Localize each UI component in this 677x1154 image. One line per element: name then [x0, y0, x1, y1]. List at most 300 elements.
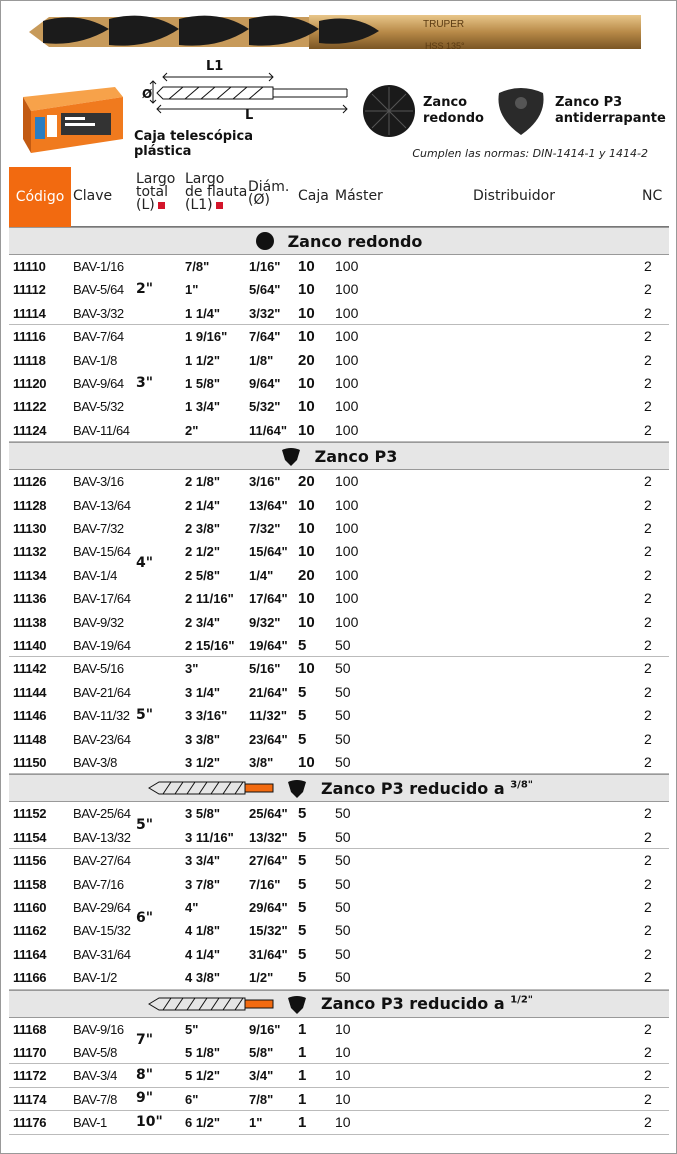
p3-shank-icon [287, 778, 307, 798]
table-row [9, 919, 669, 942]
drill-bit-banner [9, 7, 649, 57]
caja-cell: 5 [298, 730, 307, 748]
table-row [9, 849, 669, 872]
nc-cell: 2 [644, 805, 652, 822]
table-row [9, 1088, 669, 1111]
col-largo-flauta: Largo de flauta (L1) [185, 171, 248, 213]
largo-total-cell: 2" [136, 281, 154, 298]
diametro-cell: 7/32" [249, 520, 281, 536]
table-row [9, 517, 669, 540]
largo-flauta-cell: 4 1/4" [185, 946, 221, 962]
diametro-cell: 1/2" [249, 970, 274, 986]
clave-cell: BAV-15/64 [73, 544, 131, 560]
clave-cell: BAV-5/32 [73, 399, 124, 415]
round-shank-label: Zanco redondo [423, 95, 484, 126]
section-header [9, 990, 669, 1018]
caja-cell: 1 [298, 1114, 307, 1132]
diametro-cell: 1" [249, 1115, 263, 1131]
codigo-cell: 11140 [13, 637, 47, 653]
largo-total-cell: 3" [136, 374, 154, 391]
table-row [9, 751, 669, 774]
drill-outline-icon [145, 996, 275, 1012]
master-cell: 10 [335, 1090, 351, 1107]
table-row [9, 1111, 669, 1134]
clave-cell: BAV-5/16 [73, 661, 124, 677]
nc-cell: 2 [644, 613, 652, 630]
master-cell: 50 [335, 922, 351, 939]
diametro-cell: 1/8" [249, 352, 274, 368]
length-group [9, 1088, 669, 1111]
nc-cell: 2 [644, 281, 652, 298]
norms-note: Cumplen las normas: DIN-1414-1 y 1414-2 [412, 147, 648, 160]
master-cell: 50 [335, 707, 351, 724]
largo-total-cell: 7" [136, 1031, 154, 1048]
diametro-cell: 7/64" [249, 329, 281, 345]
caja-cell: 1 [298, 1090, 307, 1108]
diametro-cell: 1/4" [249, 567, 274, 583]
clave-cell: BAV-7/32 [73, 520, 124, 536]
table-row [9, 873, 669, 896]
caja-cell: 10 [298, 398, 315, 416]
table-row [9, 1064, 669, 1087]
diametro-cell: 3/32" [249, 305, 281, 321]
nc-cell: 2 [644, 496, 652, 513]
table-row [9, 802, 669, 825]
nc-cell: 2 [644, 543, 652, 560]
master-cell: 100 [335, 543, 359, 560]
clave-cell: BAV-7/16 [73, 876, 124, 892]
largo-flauta-cell: 5 1/8" [185, 1044, 221, 1060]
caja-cell: 10 [298, 613, 315, 631]
caja-cell: 5 [298, 636, 307, 654]
clave-cell: BAV-29/64 [73, 899, 131, 915]
diametro-cell: 3/16" [249, 474, 281, 490]
nc-cell: 2 [644, 636, 652, 653]
clave-cell: BAV-5/64 [73, 282, 124, 298]
master-cell: 100 [335, 374, 359, 391]
table-row [9, 611, 669, 634]
table-row [9, 278, 669, 301]
caja-cell: 5 [298, 805, 307, 823]
clave-cell: BAV-13/64 [73, 497, 131, 513]
p3-shank-icon [281, 446, 301, 466]
clave-cell: BAV-1/2 [73, 970, 117, 986]
codigo-cell: 11174 [13, 1091, 47, 1107]
nc-cell: 2 [644, 590, 652, 607]
section-header [9, 227, 669, 255]
codigo-cell: 11160 [13, 899, 47, 915]
largo-flauta-cell: 2 1/8" [185, 474, 221, 490]
caja-cell: 10 [298, 496, 315, 514]
master-cell: 100 [335, 473, 359, 490]
diametro-cell: 17/64" [249, 591, 288, 607]
largo-flauta-cell: 2 3/8" [185, 520, 221, 536]
nc-cell: 2 [644, 753, 652, 770]
caja-cell: 5 [298, 898, 307, 916]
table-row [9, 349, 669, 372]
largo-flauta-cell: 3" [185, 661, 199, 677]
table-body [9, 227, 669, 1135]
clave-cell: BAV-9/32 [73, 614, 124, 630]
master-cell: 50 [335, 683, 351, 700]
clave-cell: BAV-3/8 [73, 754, 117, 770]
length-group [9, 657, 669, 774]
col-clave: Clave [73, 188, 113, 204]
nc-cell: 2 [644, 730, 652, 747]
codigo-cell: 11126 [13, 474, 47, 490]
table-row [9, 419, 669, 442]
clave-cell: BAV-17/64 [73, 591, 131, 607]
box-caption: Caja telescópica plástica [134, 129, 253, 159]
codigo-cell: 11122 [13, 399, 47, 415]
caja-cell: 10 [298, 660, 315, 678]
largo-total-cell: 6" [136, 910, 154, 927]
caja-cell: 10 [298, 753, 315, 771]
table-row [9, 966, 669, 989]
table-row [9, 587, 669, 610]
nc-cell: 2 [644, 351, 652, 368]
table-row [9, 494, 669, 517]
codigo-cell: 11128 [13, 497, 47, 513]
nc-cell: 2 [644, 922, 652, 939]
caja-cell: 10 [298, 543, 315, 561]
nc-cell: 2 [644, 473, 652, 490]
largo-flauta-cell: 1" [185, 282, 199, 298]
codigo-cell: 11152 [13, 806, 47, 822]
caja-cell: 5 [298, 852, 307, 870]
nc-cell: 2 [644, 304, 652, 321]
largo-flauta-cell: 4 3/8" [185, 970, 221, 986]
clave-cell: BAV-7/8 [73, 1091, 117, 1107]
caja-cell: 5 [298, 828, 307, 846]
length-group [9, 802, 669, 849]
codigo-cell: 11166 [13, 970, 47, 986]
nc-cell: 2 [644, 683, 652, 700]
largo-flauta-cell: 2" [185, 422, 199, 438]
clave-cell: BAV-3/4 [73, 1068, 117, 1084]
master-cell: 50 [335, 945, 351, 962]
nc-cell: 2 [644, 660, 652, 677]
caja-cell: 1 [298, 1043, 307, 1061]
nc-cell: 2 [644, 1067, 652, 1084]
section-header [9, 442, 669, 470]
p3-shank-icon [287, 994, 307, 1014]
master-cell: 100 [335, 496, 359, 513]
largo-flauta-cell: 1 5/8" [185, 375, 221, 391]
codigo-cell: 11116 [13, 329, 46, 345]
master-cell: 100 [335, 351, 359, 368]
codigo-cell: 11146 [13, 708, 47, 724]
codigo-cell: 11142 [13, 661, 47, 677]
nc-cell: 2 [644, 1043, 652, 1060]
diametro-cell: 9/64" [249, 375, 281, 391]
codigo-cell: 11154 [13, 829, 47, 845]
diametro-cell: 5/16" [249, 661, 281, 677]
master-cell: 10 [335, 1020, 351, 1037]
master-cell: 50 [335, 636, 351, 653]
largo-flauta-cell: 2 5/8" [185, 567, 221, 583]
codigo-cell: 11158 [13, 876, 47, 892]
clave-cell: BAV-19/64 [73, 637, 131, 653]
largo-flauta-cell: 5" [185, 1021, 199, 1037]
nc-cell: 2 [644, 258, 652, 274]
nc-cell: 2 [644, 374, 652, 391]
master-cell: 100 [335, 613, 359, 630]
largo-flauta-cell: 3 1/4" [185, 684, 221, 700]
section-title: Zanco P3 reducido a $^{1/2"}$ [321, 994, 533, 1014]
codigo-cell: 11110 [13, 259, 46, 274]
table-row [9, 657, 669, 680]
largo-flauta-cell: 1 1/2" [185, 352, 221, 368]
diametro-cell: 5/32" [249, 399, 281, 415]
largo-flauta-cell: 4 1/8" [185, 923, 221, 939]
largo-total-cell: 10" [136, 1113, 163, 1130]
nc-cell: 2 [644, 1020, 652, 1037]
master-cell: 50 [335, 753, 351, 770]
codigo-cell: 11136 [13, 591, 47, 607]
master-cell: 50 [335, 730, 351, 747]
caja-cell: 10 [298, 590, 315, 608]
master-cell: 100 [335, 304, 359, 321]
table-row [9, 470, 669, 493]
table-row [9, 704, 669, 727]
caja-cell: 5 [298, 969, 307, 987]
master-cell: 100 [335, 258, 359, 274]
section-header [9, 774, 669, 802]
clave-cell: BAV-1/16 [73, 259, 124, 274]
clave-cell: BAV-11/64 [73, 422, 130, 438]
col-codigo: Código [9, 167, 71, 227]
largo-flauta-cell: 3 3/4" [185, 853, 221, 869]
nc-cell: 2 [644, 328, 652, 345]
largo-flauta-cell: 1 1/4" [185, 305, 221, 321]
p3-shank-image [493, 81, 549, 137]
master-cell: 50 [335, 852, 351, 869]
master-cell: 100 [335, 421, 359, 438]
largo-flauta-cell: 6" [185, 1091, 199, 1107]
codigo-cell: 11162 [13, 923, 47, 939]
caja-cell: 5 [298, 945, 307, 963]
nc-cell: 2 [644, 875, 652, 892]
round-shank-icon [256, 232, 274, 250]
nc-cell: 2 [644, 828, 652, 845]
diametro-cell: 21/64" [249, 684, 288, 700]
diametro-cell: 5/8" [249, 1044, 274, 1060]
master-cell: 100 [335, 328, 359, 345]
p3-shank-label: Zanco P3 antiderrapante [555, 95, 666, 126]
col-caja: Caja [298, 188, 329, 204]
codigo-cell: 11112 [13, 282, 46, 298]
diametro-cell: 25/64" [249, 806, 288, 822]
codigo-cell: 11150 [13, 754, 47, 770]
clave-cell: BAV-9/64 [73, 375, 124, 391]
caja-cell: 20 [298, 473, 315, 491]
length-group [9, 255, 669, 325]
table-row [9, 372, 669, 395]
largo-flauta-cell: 3 1/2" [185, 754, 221, 770]
master-cell: 100 [335, 281, 359, 298]
diametro-cell: 15/64" [249, 544, 288, 560]
col-distribuidor: Distribuidor [473, 188, 555, 204]
master-cell: 10 [335, 1043, 351, 1060]
largo-flauta-cell: 7/8" [185, 259, 210, 274]
diametro-cell: 3/8" [249, 754, 274, 770]
largo-flauta-cell: 2 1/2" [185, 544, 221, 560]
length-group [9, 1018, 669, 1065]
diametro-cell: 13/32" [249, 829, 288, 845]
table-row [9, 896, 669, 919]
plastic-box-image [19, 83, 127, 159]
clave-cell: BAV-25/64 [73, 806, 131, 822]
drill-brand-text: TRUPER [423, 19, 465, 30]
codigo-cell: 11124 [13, 422, 47, 438]
table-row [9, 395, 669, 418]
largo-flauta-cell: 4" [185, 899, 199, 915]
clave-cell: BAV-1 [73, 1115, 107, 1131]
length-group [9, 1064, 669, 1087]
codigo-cell: 11138 [13, 614, 47, 630]
diametro-cell: 13/64" [249, 497, 288, 513]
diametro-cell: 9/32" [249, 614, 281, 630]
clave-cell: BAV-27/64 [73, 853, 131, 869]
largo-flauta-cell: 5 1/2" [185, 1068, 221, 1084]
marker-square-icon [216, 202, 223, 209]
clave-cell: BAV-9/16 [73, 1021, 124, 1037]
codigo-cell: 11170 [13, 1044, 47, 1060]
master-cell: 50 [335, 898, 351, 915]
table-row [9, 826, 669, 849]
diametro-cell: 9/16" [249, 1021, 281, 1037]
diametro-cell: 11/32" [249, 708, 287, 724]
table-row [9, 1018, 669, 1041]
largo-flauta-cell: 3 5/8" [185, 806, 221, 822]
col-master: Máster [335, 188, 383, 204]
length-group [9, 849, 669, 989]
clave-cell: BAV-7/64 [73, 329, 124, 345]
table-row [9, 540, 669, 563]
nc-cell: 2 [644, 566, 652, 583]
diametro-cell: 1/16" [249, 259, 281, 274]
col-largo-total: Largo total (L) [136, 171, 176, 213]
dim-diameter-label: Ø [142, 87, 153, 101]
diametro-cell: 3/4" [249, 1068, 274, 1084]
largo-total-cell: 4" [136, 554, 154, 571]
diametro-cell: 29/64" [249, 899, 288, 915]
caja-cell: 10 [298, 304, 315, 322]
largo-flauta-cell: 3 7/8" [185, 876, 221, 892]
table-row [9, 943, 669, 966]
codigo-cell: 11172 [13, 1068, 47, 1084]
master-cell: 100 [335, 519, 359, 536]
caja-cell: 1 [298, 1020, 307, 1038]
nc-cell: 2 [644, 421, 652, 438]
clave-cell: BAV-21/64 [73, 684, 131, 700]
drill-outline-icon [145, 780, 275, 796]
length-group [9, 1111, 669, 1134]
nc-cell: 2 [644, 898, 652, 915]
largo-total-cell: 8" [136, 1067, 154, 1084]
table-row [9, 1041, 669, 1064]
clave-cell: BAV-23/64 [73, 731, 131, 747]
master-cell: 10 [335, 1067, 351, 1084]
nc-cell: 2 [644, 1090, 652, 1107]
clave-cell: BAV-1/4 [73, 567, 117, 583]
caja-cell: 20 [298, 351, 315, 369]
diametro-cell: 23/64" [249, 731, 288, 747]
codigo-cell: 11114 [13, 305, 46, 321]
master-cell: 50 [335, 805, 351, 822]
codigo-cell: 11168 [13, 1021, 47, 1037]
largo-flauta-cell: 2 1/4" [185, 497, 221, 513]
master-cell: 50 [335, 660, 351, 677]
largo-flauta-cell: 2 11/16" [185, 591, 234, 607]
clave-cell: BAV-15/32 [73, 923, 131, 939]
codigo-cell: 11164 [13, 946, 47, 962]
diametro-cell: 27/64" [249, 853, 288, 869]
codigo-cell: 11132 [13, 544, 47, 560]
caja-cell: 5 [298, 683, 307, 701]
nc-cell: 2 [644, 1114, 652, 1131]
dim-l1-label: L1 [206, 59, 224, 74]
largo-total-cell: 5" [136, 706, 154, 723]
caja-cell: 5 [298, 875, 307, 893]
codigo-cell: 11130 [13, 520, 47, 536]
master-cell: 50 [335, 969, 351, 986]
caja-cell: 1 [298, 1067, 307, 1085]
section-title: Zanco P3 reducido a $^{3/8"}$ [321, 778, 533, 798]
largo-flauta-cell: 2 3/4" [185, 614, 221, 630]
master-cell: 10 [335, 1114, 351, 1131]
col-diametro: Diám. (Ø) [248, 179, 290, 208]
largo-flauta-cell: 2 15/16" [185, 637, 235, 653]
largo-flauta-cell: 3 3/8" [185, 731, 221, 747]
diametro-cell: 31/64" [249, 946, 288, 962]
col-nc: NC [642, 188, 663, 204]
caja-cell: 10 [298, 258, 315, 275]
table-row [9, 302, 669, 325]
largo-total-cell: 5" [136, 816, 154, 833]
dim-l-label: L [245, 108, 254, 123]
table-row [9, 325, 669, 348]
caja-cell: 5 [298, 707, 307, 725]
codigo-cell: 11118 [13, 352, 46, 368]
largo-flauta-cell: 3 11/16" [185, 829, 234, 845]
table-row [9, 681, 669, 704]
caja-cell: 10 [298, 374, 315, 392]
codigo-cell: 11148 [13, 731, 47, 747]
diametro-cell: 15/32" [249, 923, 288, 939]
largo-flauta-cell: 1 9/16" [185, 329, 228, 345]
codigo-cell: 11120 [13, 375, 47, 391]
length-group [9, 325, 669, 442]
nc-cell: 2 [644, 519, 652, 536]
nc-cell: 2 [644, 398, 652, 415]
diametro-cell: 5/64" [249, 282, 281, 298]
caja-cell: 10 [298, 519, 315, 537]
diametro-cell: 7/16" [249, 876, 281, 892]
clave-cell: BAV-1/8 [73, 352, 117, 368]
diametro-cell: 11/64" [249, 422, 287, 438]
nc-cell: 2 [644, 945, 652, 962]
master-cell: 100 [335, 398, 359, 415]
drill-marking-text: HSS 135° [425, 41, 465, 51]
caja-cell: 20 [298, 566, 315, 584]
caja-cell: 10 [298, 281, 315, 299]
nc-cell: 2 [644, 969, 652, 986]
table-row [9, 634, 669, 657]
clave-cell: BAV-3/16 [73, 474, 124, 490]
table-row [9, 728, 669, 751]
